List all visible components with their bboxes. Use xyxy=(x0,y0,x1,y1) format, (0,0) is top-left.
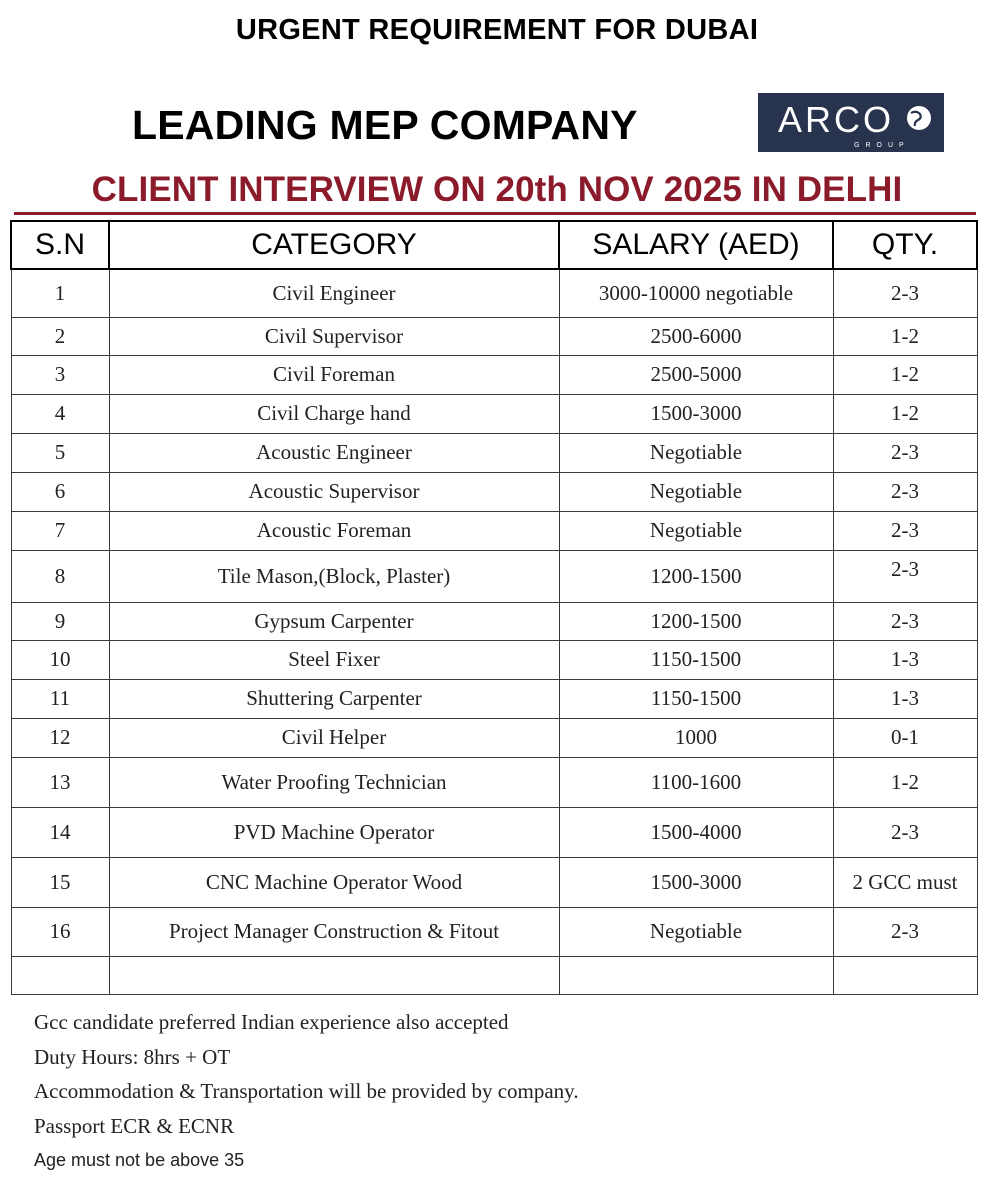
cell-salary: 1500-3000 xyxy=(559,857,833,907)
page-title: URGENT REQUIREMENT FOR DUBAI xyxy=(235,14,759,46)
cell-sn xyxy=(11,956,109,994)
header-salary: SALARY (AED) xyxy=(559,221,833,269)
cell-sn: 15 xyxy=(11,857,109,907)
table-row xyxy=(11,807,977,857)
cell-category: Civil Engineer xyxy=(109,269,559,317)
table-row xyxy=(11,640,977,679)
note-gcc: Gcc candidate preferred Indian experience also accepted xyxy=(34,1010,509,1034)
logo-text: ARCO xyxy=(778,99,895,140)
cell-qty: 1-3 xyxy=(833,640,977,679)
cell-qty: 1-2 xyxy=(833,757,977,807)
cell-sn: 16 xyxy=(11,907,109,956)
cell-category: CNC Machine Operator Wood xyxy=(109,857,559,907)
table-row xyxy=(11,511,977,550)
cell-qty: 1-2 xyxy=(833,394,977,433)
cell-qty xyxy=(833,956,977,994)
cell-category: Gypsum Carpenter xyxy=(109,602,559,640)
note-accommodation: Accommodation & Transportation will be provided by company. xyxy=(34,1079,579,1103)
cell-qty: 1-2 xyxy=(833,355,977,394)
table-row xyxy=(11,355,977,394)
cell-qty: 2-3 xyxy=(833,807,977,857)
table-row-empty xyxy=(11,956,977,994)
table-row xyxy=(11,317,977,355)
cell-qty: 0-1 xyxy=(833,718,977,757)
cell-qty: 1-3 xyxy=(833,679,977,718)
cell-salary: Negotiable xyxy=(559,433,833,472)
cell-salary: Negotiable xyxy=(559,907,833,956)
table-row xyxy=(11,394,977,433)
note-passport: Passport ECR & ECNR xyxy=(34,1113,235,1138)
cell-sn: 9 xyxy=(11,602,109,640)
job-table xyxy=(10,220,978,995)
cell-category: Acoustic Supervisor xyxy=(109,472,559,511)
cell-sn: 1 xyxy=(11,269,109,317)
arco-logo-mark xyxy=(758,93,944,152)
cell-salary: 2500-5000 xyxy=(559,355,833,394)
cell-salary: 1150-1500 xyxy=(559,640,833,679)
cell-qty: 2-3 xyxy=(833,511,977,550)
cell-category: Civil Supervisor xyxy=(109,317,559,355)
notes-block xyxy=(34,1008,579,1181)
note-age: Age must not be above 35 xyxy=(34,1150,245,1170)
header-qty: QTY. xyxy=(833,221,977,269)
cell-sn: 6 xyxy=(11,472,109,511)
table-header-row xyxy=(11,221,977,269)
cell-salary: 1100-1600 xyxy=(559,757,833,807)
interview-underline xyxy=(14,212,976,215)
cell-sn: 13 xyxy=(11,757,109,807)
cell-qty: 2-3 xyxy=(833,472,977,511)
cell-sn: 11 xyxy=(11,679,109,718)
cell-salary: 1150-1500 xyxy=(559,679,833,718)
cell-category: Project Manager Construction & Fitout xyxy=(109,907,559,956)
cell-sn: 10 xyxy=(11,640,109,679)
cell-qty: 1-2 xyxy=(833,317,977,355)
company-heading: LEADING MEP COMPANY xyxy=(132,102,638,148)
cell-category: Steel Fixer xyxy=(109,640,559,679)
header-sn: S.N xyxy=(11,221,109,269)
cell-qty: 2-3 xyxy=(833,602,977,640)
cell-category: Acoustic Foreman xyxy=(109,511,559,550)
cell-category: Civil Foreman xyxy=(109,355,559,394)
cell-salary: 3000-10000 negotiable xyxy=(559,269,833,317)
cell-salary: Negotiable xyxy=(559,472,833,511)
cell-sn: 3 xyxy=(11,355,109,394)
cell-salary: Negotiable xyxy=(559,511,833,550)
cell-category: Tile Mason,(Block, Plaster) xyxy=(109,550,559,602)
table-row xyxy=(11,718,977,757)
table-row xyxy=(11,857,977,907)
cell-category: Shuttering Carpenter xyxy=(109,679,559,718)
cell-salary: 1200-1500 xyxy=(559,550,833,602)
cell-salary: 1000 xyxy=(559,718,833,757)
cell-salary: 1500-3000 xyxy=(559,394,833,433)
cell-sn: 7 xyxy=(11,511,109,550)
cell-qty: 2 GCC must xyxy=(833,857,977,907)
table-row xyxy=(11,269,977,317)
cell-salary xyxy=(559,956,833,994)
cell-qty: 2-3 xyxy=(833,907,977,956)
table-row xyxy=(11,550,977,602)
cell-category: Civil Helper xyxy=(109,718,559,757)
cell-category: Acoustic Engineer xyxy=(109,433,559,472)
cell-sn: 4 xyxy=(11,394,109,433)
table-row xyxy=(11,757,977,807)
cell-sn: 5 xyxy=(11,433,109,472)
cell-salary: 1200-1500 xyxy=(559,602,833,640)
cell-sn: 2 xyxy=(11,317,109,355)
cell-salary: 2500-6000 xyxy=(559,317,833,355)
table-row xyxy=(11,907,977,956)
cell-sn: 8 xyxy=(11,550,109,602)
table-row xyxy=(11,679,977,718)
logo-subtext: GROUP xyxy=(854,142,910,149)
arco-group-logo xyxy=(758,93,944,152)
cell-category: Civil Charge hand xyxy=(109,394,559,433)
cell-qty: 2-3 xyxy=(833,550,977,602)
table-row xyxy=(11,472,977,511)
header-category: CATEGORY xyxy=(109,221,559,269)
cell-sn: 12 xyxy=(11,718,109,757)
table-row xyxy=(11,433,977,472)
table-row xyxy=(11,602,977,640)
cell-qty: 2-3 xyxy=(833,433,977,472)
note-duty-hours: Duty Hours: 8hrs + OT xyxy=(34,1044,231,1069)
cell-category: PVD Machine Operator xyxy=(109,807,559,857)
cell-qty: 2-3 xyxy=(833,269,977,317)
cell-sn: 14 xyxy=(11,807,109,857)
cell-category: Water Proofing Technician xyxy=(109,757,559,807)
cell-category xyxy=(109,956,559,994)
interview-notice: CLIENT INTERVIEW ON 20th NOV 2025 IN DELHI xyxy=(91,170,903,209)
cell-salary: 1500-4000 xyxy=(559,807,833,857)
